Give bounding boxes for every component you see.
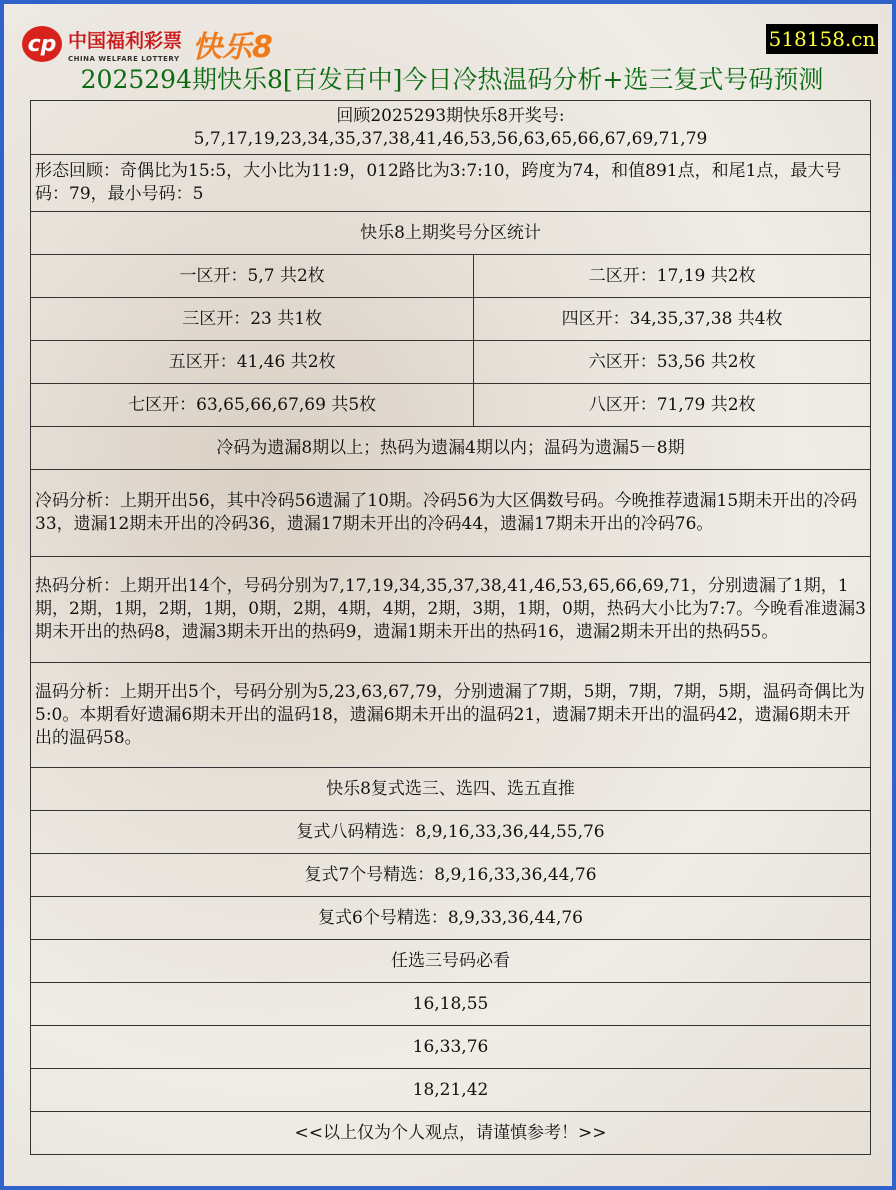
review-numbers: 5,7,17,19,23,34,35,37,38,41,46,53,56,63,65,66,67,69,71,79 — [193, 128, 708, 149]
analysis-table — [30, 100, 871, 1155]
warm-analysis: 温码分析：上期开出5个，号码分别为5,23,63,67,79，分别遗漏了7期，5期，7期，7期，5期，温码奇偶比为5:0。本期看好遗漏6期未开出的温码18，遗漏6期未开出的温码21，遗漏7期未开出的温码42，遗漏6期未开出的温码58。 — [31, 663, 871, 768]
zone-6: 六区开：53,56 共2枚 — [474, 341, 871, 384]
zone-2: 二区开：17,19 共2枚 — [474, 255, 871, 298]
zone-3: 三区开：23 共1枚 — [31, 298, 474, 341]
footer-note: <<以上仅为个人观点，请谨慎参考！>> — [31, 1112, 871, 1155]
zone-1: 一区开：5,7 共2枚 — [31, 255, 474, 298]
hot-analysis: 热码分析：上期开出14个，号码分别为7,17,19,34,35,37,38,41,46,53,65,66,69,71，分别遗漏了1期，1期，2期，1期，2期，1期，0期，2期，4期，4期，2期，3期，1期，0期，热码大小比为7:7。今晚看准遗漏3期未开出的热码8，遗漏3期未开出的热码9，遗漏1期未开出的热码16，遗漏2期未开出的热码55。 — [31, 557, 871, 663]
zone-8: 八区开：71,79 共2枚 — [474, 384, 871, 427]
pick3-title: 任选三号码必看 — [31, 940, 871, 983]
logo-cn: 中国福利彩票 — [68, 29, 183, 52]
form-review: 形态回顾：奇偶比为15:5，大小比为11:9，012路比为3:7:10，跨度为74，和值891点，和尾1点，最大号码：79，最小号码：5 — [31, 155, 871, 212]
zones-title: 快乐8上期奖号分区统计 — [31, 212, 871, 255]
zone-7: 七区开：63,65,66,67,69 共5枚 — [31, 384, 474, 427]
picks-title: 快乐8复式选三、选四、选五直推 — [31, 768, 871, 811]
zone-4: 四区开：34,35,37,38 共4枚 — [474, 298, 871, 341]
legend: 冷码为遗漏8期以上；热码为遗漏4期以内；温码为遗漏5－8期 — [31, 427, 871, 470]
site-badge[interactable]: 518158.cn — [766, 24, 878, 54]
picks-six: 复式6个号精选：8,9,33,36,44,76 — [31, 897, 871, 940]
pick3-set: 18,21,42 — [31, 1069, 871, 1112]
logo-game: 快乐8 — [192, 30, 273, 65]
logo-en: CHINA WELFARE LOTTERY — [68, 54, 180, 63]
page-title: 2025294期快乐8[百发百中]今日冷热温码分析+选三复式号码预测 — [80, 65, 824, 94]
zone-5: 五区开：41,46 共2枚 — [31, 341, 474, 384]
picks-seven: 复式7个号精选：8,9,16,33,36,44,76 — [31, 854, 871, 897]
pick3-set: 16,18,55 — [31, 983, 871, 1026]
review-cell — [31, 101, 871, 155]
pick3-set: 16,33,76 — [31, 1026, 871, 1069]
picks-eight: 复式八码精选：8,9,16,33,36,44,55,76 — [31, 811, 871, 854]
lottery-logo-icon: cp — [22, 26, 62, 62]
review-label: 回顾2025293期快乐8开奖号: — [336, 105, 565, 126]
cold-analysis: 冷码分析：上期开出56，其中冷码56遗漏了10期。冷码56为大区偶数号码。今晚推荐遗漏15期未开出的冷码33，遗漏12期未开出的冷码36，遗漏17期未开出的冷码44，遗漏17期未开出的冷码76。 — [31, 470, 871, 557]
